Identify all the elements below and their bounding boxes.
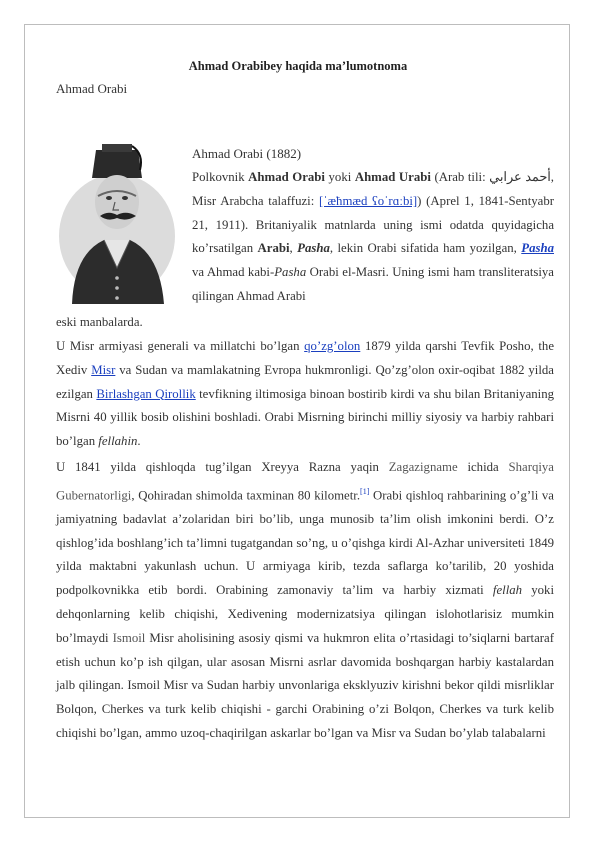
intro-paragraph xyxy=(192,166,554,309)
portrait-caption: Ahmad Orabi (1882) xyxy=(192,146,302,161)
footnote-ref[interactable]: [1] xyxy=(360,486,370,496)
bold-term: Arabi xyxy=(257,241,290,256)
text: Polkovnik xyxy=(192,170,249,184)
document-subtitle: Ahmad Orabi xyxy=(56,81,128,96)
italic-term: Pasha xyxy=(274,265,307,280)
united-kingdom-link[interactable]: Birlashgan Qirollik xyxy=(96,386,196,401)
text: Orabi el-Masri. Uning ismi ham transliteratsiya qilingan Ahmad Arabi xyxy=(192,265,554,303)
text: tevfikning iltimosiga binoan bostirib kirdi va shu bilan Britaniyaning Misrni 40 yillik bosib olishini boshladi. Orabi Misrning birinchi milliy siyosiy va harbiy rahbari bo’lgan xyxy=(56,386,555,449)
text: va Ahmad kabi- xyxy=(192,265,275,280)
text: , Qohiradan shimolda taxminan 80 kilometr. xyxy=(131,488,361,503)
text: Orabi qishloq rahbarining o’g’li va jamiyatning badavlat a’zolaridan biri bo’lib, unga munosib ta’lim olish imkonini berdi. O’z qishlog’ida boshlang’ich ta’limni tugatgandan so’ng, u o’qishga kirdi Al-Azhar universiteti 1849 yilda maktabni yakunlash uchun. U armiyaga kirib, tezda saflarga ko’tarilib, 20 yoshida podpolkovnikka etib bordi. Orabining zamonaviy ta’lim va harbiy xizmati xyxy=(56,488,554,598)
paragraph-revolt xyxy=(56,335,554,454)
text: , lekin Orabi sifatida ham yozilgan, xyxy=(329,241,522,256)
portrait-image xyxy=(52,136,182,304)
italic-term: fellahin xyxy=(98,434,138,449)
document-title: Ahmad Orabibey haqida maʼlumotnoma xyxy=(188,59,408,73)
text: . xyxy=(137,434,141,449)
text: yoki dehqonlarning kelib chiqishi, Xedivening modernizatsiya qilingan islohotlarisiz mumkin bo’lmaydi xyxy=(56,583,555,645)
paragraph-continuation xyxy=(56,311,554,335)
bold-italic-term: Pasha xyxy=(297,241,330,256)
italic-term: fellah xyxy=(492,583,523,598)
place-name: Sharqiya Gubernatorligi xyxy=(56,460,554,503)
pasha-link[interactable]: Pasha xyxy=(521,241,554,256)
bold-name: Ahmad Urabi xyxy=(354,170,431,184)
text: U Misr armiyasi generali va millatchi bo’lgan xyxy=(56,339,305,353)
ipa-link[interactable]: [ˈæħmæd ʕoˈrɑːbi] xyxy=(319,193,418,208)
text: eski manbalarda. xyxy=(56,315,143,329)
text: (Arab tili: أحمد عرابي, Misr Arabcha talaffuzi: xyxy=(192,170,554,208)
bold-name: Ahmad Orabi xyxy=(248,170,325,184)
place-name: Zagazigname xyxy=(388,460,458,474)
text: U 1841 yilda qishloqda tug’ilgan Xreyya Razna yaqin xyxy=(56,460,389,474)
text: yoki xyxy=(324,170,355,184)
text: , xyxy=(289,241,298,256)
text: ichida xyxy=(457,460,509,474)
egypt-link[interactable]: Misr xyxy=(91,362,116,377)
revolt-link[interactable]: qo’zg’olon xyxy=(304,339,361,353)
text: ) (Aprel 1, 1841-Sentyabr 21, 1911). Britaniyalik matnlarda uning ismi odatda quyidagicha ko’rsatilgan xyxy=(192,193,554,256)
person-name: Ismoil xyxy=(112,630,146,645)
text: Misr aholisining asosiy qismi va hukmron elita o’rtasidagi to’siqlarni bartaraf etish uchun ko’p ish qilgan, ular asosan Misrni asrlar davomida boshqargan harbiy kastalardan jalb qilingan. Ismoil Misr va Sudan harbiy unvonlariga eksklyuziv kirishni bekor qildi misrliklar Bolqon, Cherkes va turk kelib chiqishi - garchi Orabining o’zi Bolqon, Cherkes va turk kelib chiqishi bo’lgan, ammo uzoq-chaqirilgan askarlar bo’lgan va Misr va Sudan bo’ylab talabalarni xyxy=(56,630,554,741)
paragraph-biography xyxy=(56,456,554,746)
text: va Sudan va mamlakatning Evropa hukmronligi. Qo’zg’olon oxir-oqibat 1882 yilda ezilgan xyxy=(56,362,554,401)
text: 1879 yilda qarshi Tevfik Posho, the Xediv xyxy=(56,339,554,377)
